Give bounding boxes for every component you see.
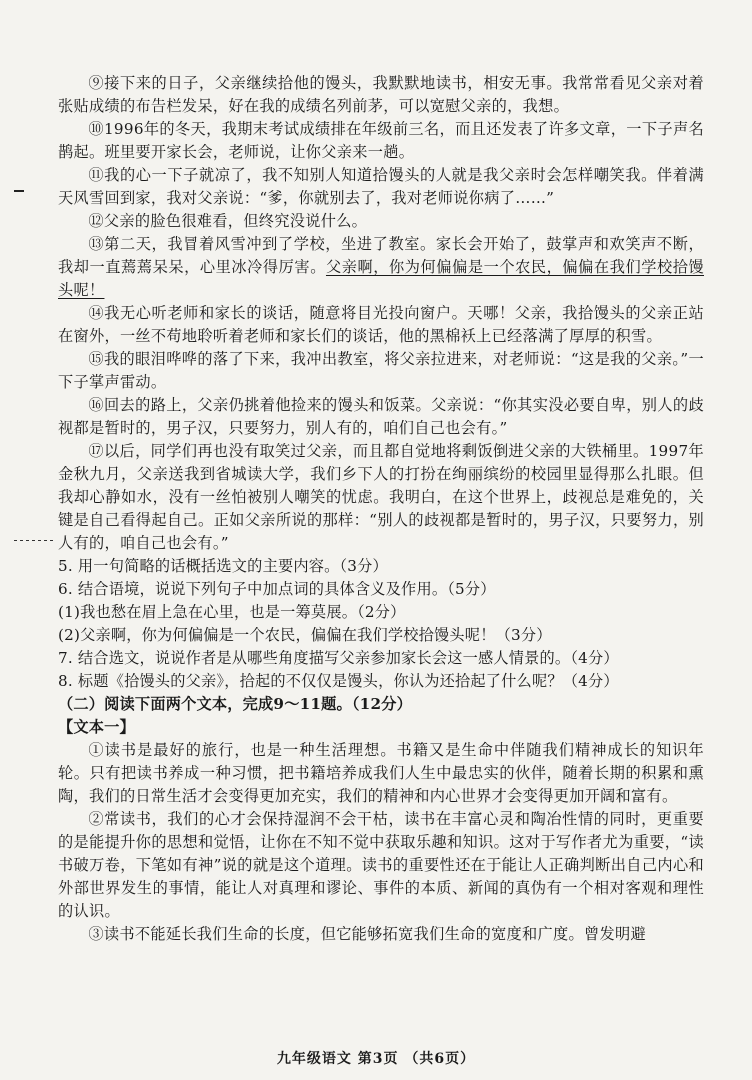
question-6-1: (1)我也愁在眉上急在心里，也是一筹莫展。（2分） <box>58 603 406 621</box>
story-paragraph-9: ⑨接下来的日子，父亲继续拾他的馒头，我默默地读书，相安无事。我常常看见父亲对着张贴成绩的布告栏发呆，好在我的成绩名列前茅，可以宽慰父亲的，我想。 <box>58 74 704 115</box>
text-1-label: 【文本一】 <box>58 718 135 736</box>
story-paragraph-17: ⑰以后，同学们再也没有取笑过父亲，而且都自觉地将剩饭倒进父亲的大铁桶里。1997年金秋九月，父亲送我到省城读大学，我们乡下人的打扮在绚丽缤纷的校园里显得那么扎眼。但我却心静如水，没有一丝怕被别人嘲笑的忧虑。我明白，在这个世界上，歧视总是难免的，关键是自己看得起自己。正如父亲所说的那样：“别人的歧视都是暂时的，男子汉，只要努力，别人有的，咱自己也会有。” <box>58 442 704 552</box>
question-7: 7. 结合选文，说说作者是从哪些角度描写父亲参加家长会这一感人情景的。（4分） <box>58 649 619 667</box>
text-1-paragraph-1: ①读书是最好的旅行，也是一种生活理想。书籍又是生命中伴随我们精神成长的知识年轮。只有把读书养成一种习惯，把书籍培养成我们人生中最忠实的伙伴，随着长期的积累和熏陶，我们的日常生活才会变得更加充实，我们的精神和内心世界才会变得更加开阔和富有。 <box>58 741 704 805</box>
question-6: 6. 结合语境，说说下列句子中加点词的具体含义及作用。（5分） <box>58 580 496 598</box>
story-paragraph-15: ⑮我的眼泪哗哗的落了下来，我冲出教室，将父亲拉进来，对老师说：“这是我的父亲。”一下子掌声雷动。 <box>58 350 704 391</box>
underlined-sentence: 父亲啊，你为何偏偏是一个农民，偏偏在我们学校拾馒头呢！ <box>58 258 704 299</box>
story-paragraph-11: ⑪我的心一下子就凉了，我不知别人知道拾馒头的人就是我父亲时会怎样嘲笑我。伴着满天风雪回到家，我对父亲说：“爹，你就别去了，我对老师说你病了……” <box>58 166 704 207</box>
question-6-2: (2)父亲啊，你为何偏偏是一个农民，偏偏在我们学校拾馒头呢！（3分） <box>58 626 552 644</box>
story-paragraph-13 <box>58 233 704 302</box>
section-2-heading: （二）阅读下面两个文本，完成9～11题。（12分） <box>58 695 412 713</box>
story-paragraph-10: ⑩1996年的冬天，我期末考试成绩排在年级前三名，而且还发表了许多文章，一下子声名鹊起。班里要开家长会，老师说，让你父亲来一趟。 <box>58 120 704 161</box>
text-1-paragraph-2: ②常读书，我们的心才会保持湿润不会干枯，读书在丰富心灵和陶冶性情的同时，更重要的是能提升你的思想和觉悟，让你在不知不觉中获取乐趣和知识。这对于写作者尤为重要，“读书破万卷，下笔如有神”说的就是这个道理。读书的重要性还在于能让人正确判断出自己内心和外部世界发生的事情，能让人对真理和谬论、事件的本质、新闻的真伪有一个相对客观和理性的认识。 <box>58 810 704 920</box>
question-8: 8. 标题《拾馒头的父亲》，拾起的不仅仅是馒头，你认为还拾起了什么呢？（4分） <box>58 672 619 690</box>
page-footer: 九年级语文 第3页 （共6页） <box>276 1051 476 1067</box>
story-paragraph-14: ⑭我无心听老师和家长的谈话，随意将目光投向窗户。天哪！父亲，我拾馒头的父亲正站在窗外，一丝不苟地聆听着老师和家长们的谈话，他的黑棉袄上已经落满了厚厚的积雪。 <box>58 304 704 345</box>
story-paragraph-13-text: ⑬第二天，我冒着风雪冲到了学校，坐进了教室。家长会开始了，鼓掌声和欢笑声不断，我却一直蔫蔫呆呆，心里冰冷得厉害。 <box>58 235 704 276</box>
text-1-paragraph-3: ③读书不能延长我们生命的长度，但它能够拓宽我们生命的宽度和广度。曾发明避 <box>88 925 646 943</box>
margin-pen-mark <box>14 190 24 192</box>
story-paragraph-12: ⑫父亲的脸色很难看，但终究没说什么。 <box>88 212 368 230</box>
story-paragraph-16: ⑯回去的路上，父亲仍挑着他捡来的馒头和饭菜。父亲说：“你其实没必要自卑，别人的歧视都是暂时的，男子汉，只要努力，别人有的，咱们自己也会有。” <box>58 396 704 437</box>
question-5: 5. 用一句简略的话概括选文的主要内容。（3分） <box>58 557 388 575</box>
margin-dotted-mark <box>14 540 54 541</box>
